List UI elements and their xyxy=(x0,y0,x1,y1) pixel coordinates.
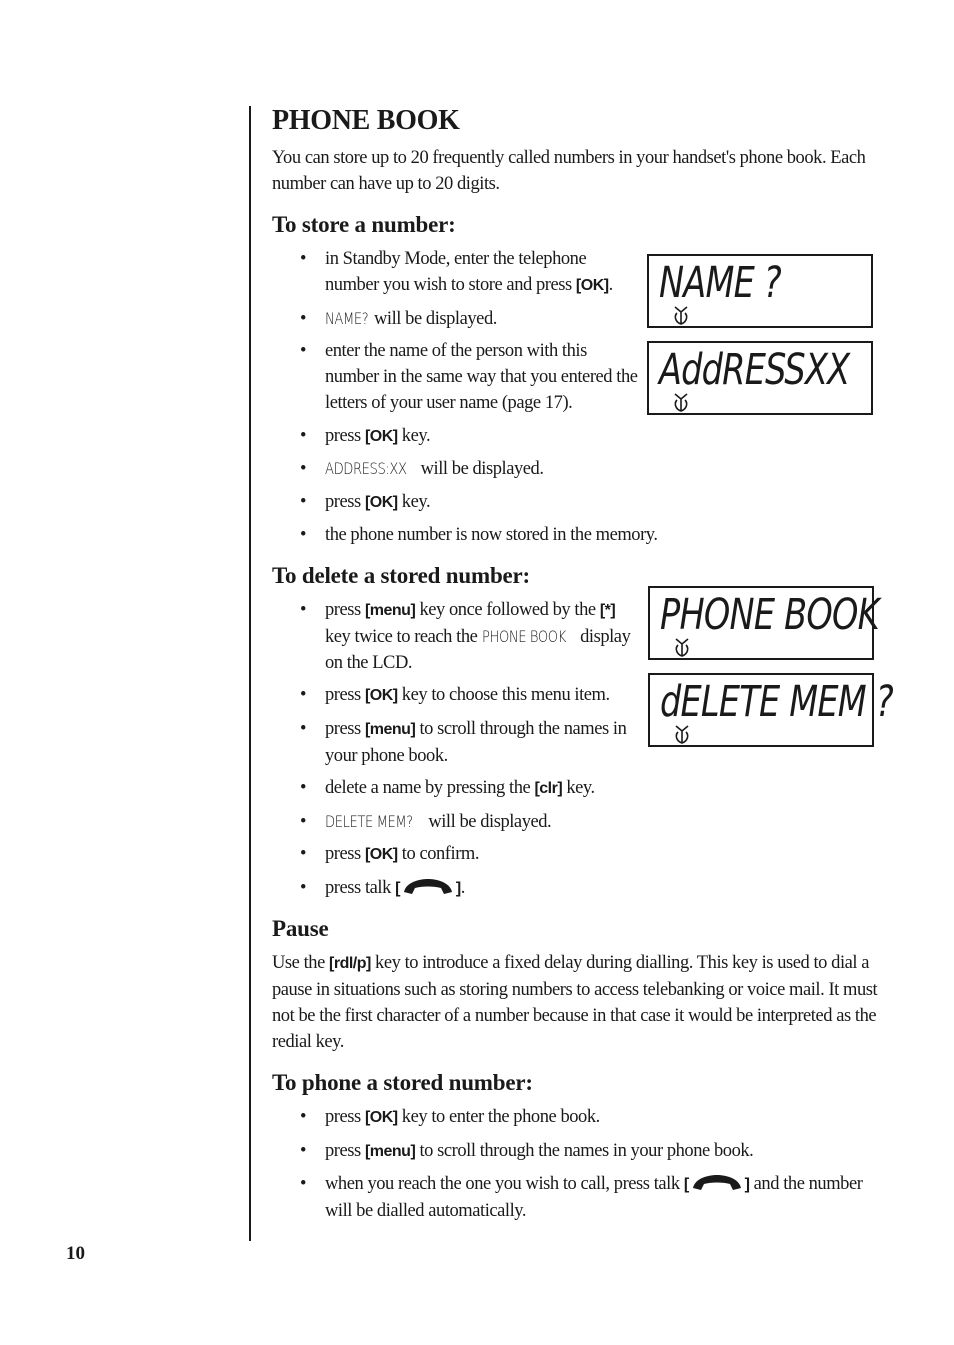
ok-key-label: [OK] xyxy=(364,1109,398,1126)
list-item: • DELETE MEM? will be displayed. xyxy=(272,809,884,835)
list-item: • press [menu] to scroll through the names in your phone book. xyxy=(272,1138,884,1165)
intro-text: You can store up to 20 frequently called numbers in your handset's phone book. Each number can have up to 20 digits. xyxy=(272,148,866,194)
store-heading: To store a number: xyxy=(272,212,456,237)
ok-key-label: [OK] xyxy=(364,493,398,511)
phone-handset-icon xyxy=(689,1174,745,1192)
antenna-icon xyxy=(672,723,692,745)
list-item: • in Standby Mode, enter the telephone number you wish to store and press [OK]. xyxy=(272,246,639,299)
list-item: • press [menu] key once followed by the [*] key twice to reach the PHONE BOOK display on the LCD. xyxy=(272,597,639,676)
ok-key-label: [OK] xyxy=(364,427,398,445)
pause-heading: Pause xyxy=(272,916,329,941)
list-item: • press [OK] to confirm. xyxy=(272,841,884,868)
antenna-icon xyxy=(671,391,691,413)
lcd-text: NAME ? xyxy=(659,258,781,308)
menu-key-label: [menu] xyxy=(364,601,416,619)
list-item: • NAME? will be displayed. xyxy=(272,306,639,332)
clr-key-label: [clr] xyxy=(534,780,563,797)
menu-key-label: [menu] xyxy=(364,720,416,738)
list-item: • press [OK] key to enter the phone book. xyxy=(272,1104,884,1131)
list-item: • press [OK] key. xyxy=(272,423,639,450)
ok-key-label: [OK] xyxy=(364,687,398,704)
lcd-inline-text: PHONE BOOK xyxy=(481,626,566,646)
pause-text: Use the [rdl/p] key to introduce a fixed delay during dialling. This key is used to dial a pause in situations such as storing numbers to access telebanking or voice mail. It must not be the first character of a number because in that case it would be interpreted as the redial key. xyxy=(272,953,878,1052)
lcd-inline-text: NAME? xyxy=(325,308,369,328)
lcd-text: PHONE BOOK xyxy=(660,590,879,640)
list-item: • press [menu] to scroll through the names in your phone book. xyxy=(272,716,639,769)
lcd-text: dELETE MEM ? xyxy=(660,677,893,727)
phone-handset-icon xyxy=(400,878,456,896)
lcd-display-phone-book xyxy=(648,586,879,660)
lcd-inline-text: DELETE MEM? xyxy=(325,811,413,831)
list-item: • the phone number is now stored in the memory. xyxy=(272,522,884,548)
ok-key-label: [OK] xyxy=(575,277,609,294)
lcd-inline-text: ADDRESS:XX xyxy=(325,459,407,478)
ok-key-label: [OK] xyxy=(364,846,398,863)
delete-steps-cont xyxy=(272,775,884,902)
page-number: 10 xyxy=(66,1243,85,1264)
lcd-text: AddRESSXX xyxy=(659,345,850,395)
list-item: • when you reach the one you wish to call, press talk [ ] and the number will be dialled automatically. xyxy=(272,1171,884,1224)
phone-heading: To phone a stored number: xyxy=(272,1070,533,1095)
lcd-display-address xyxy=(647,341,873,415)
rdl-key-label: [rdl/p] xyxy=(329,955,371,972)
list-item: • press [OK] key to choose this menu item. xyxy=(272,682,639,709)
list-item: • enter the name of the person with this number in the same way that you entered the letters of your user name (page 17). xyxy=(272,338,639,416)
list-item: • press [OK] key. xyxy=(272,489,884,516)
phone-steps xyxy=(272,1104,884,1224)
delete-heading: To delete a stored number: xyxy=(272,562,531,588)
menu-key-label: [menu] xyxy=(364,1142,416,1160)
store-steps-cont xyxy=(272,456,884,548)
list-item: • ADDRESS:XX will be displayed. xyxy=(272,456,884,482)
list-item: • delete a name by pressing the [clr] key. xyxy=(272,775,884,802)
lcd-display-name xyxy=(647,254,873,328)
antenna-icon xyxy=(672,636,692,658)
margin-rule xyxy=(249,106,251,1241)
page-title: PHONE BOOK xyxy=(272,105,460,136)
star-key-label: [*] xyxy=(599,601,616,619)
lcd-display-delete-mem xyxy=(648,673,893,747)
list-item: • press talk [ ]. xyxy=(272,875,884,902)
antenna-icon xyxy=(671,304,691,326)
